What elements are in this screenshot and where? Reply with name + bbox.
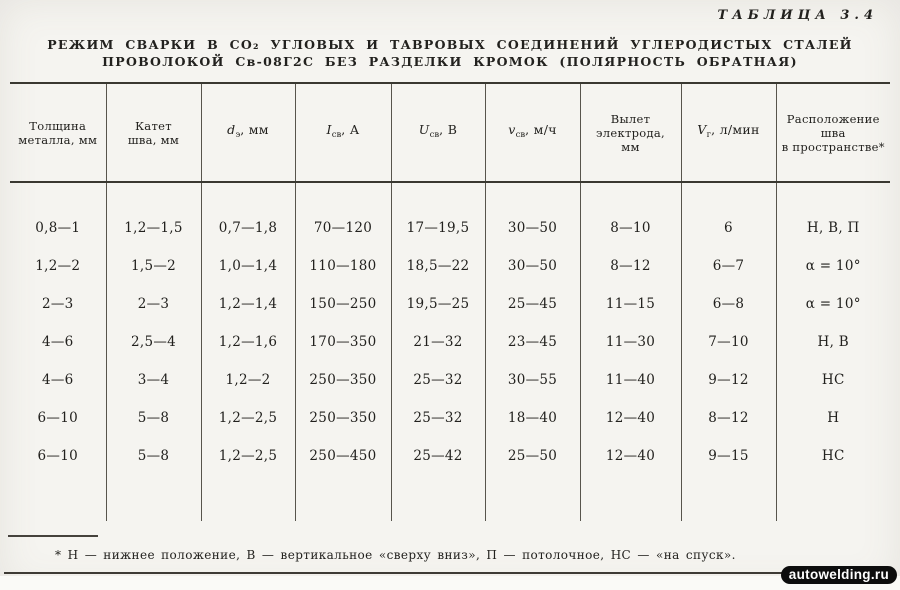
header-symbol bbox=[697, 122, 760, 140]
header-line: Толщина bbox=[29, 118, 87, 133]
table-cell: 1,2—1,4 bbox=[201, 285, 295, 323]
footnote-rule bbox=[8, 535, 98, 537]
header-symbol bbox=[418, 122, 458, 140]
table-cell: 12—40 bbox=[580, 399, 681, 437]
table-cell: 25—45 bbox=[485, 285, 580, 323]
symbol-unit: , А bbox=[341, 122, 360, 137]
header-row bbox=[10, 83, 890, 182]
header-electrode-diameter bbox=[201, 83, 295, 182]
table-cell: 6—10 bbox=[37, 410, 78, 426]
header-symbol bbox=[326, 122, 360, 140]
table-cell: 11—30 bbox=[580, 323, 681, 361]
table-cell: 23—45 bbox=[485, 323, 580, 361]
table-cell: 4—6 bbox=[41, 372, 74, 388]
symbol-sub: св bbox=[331, 130, 342, 140]
table-cell: 2—3 bbox=[106, 285, 201, 323]
table-cell: 5—8 bbox=[106, 437, 201, 475]
table-cell: 250—450 bbox=[295, 437, 391, 475]
table-cell: 2,5—4 bbox=[106, 323, 201, 361]
header-weld-leg bbox=[106, 83, 201, 182]
table-cell: 1,2—2,5 bbox=[201, 437, 295, 475]
header-metal-thickness bbox=[10, 83, 106, 182]
table-cell: 11—15 bbox=[580, 285, 681, 323]
table-cell: 3—4 bbox=[106, 361, 201, 399]
symbol-var: U bbox=[418, 122, 430, 137]
table-row bbox=[10, 209, 890, 247]
table-cell: 2—3 bbox=[41, 296, 74, 312]
header-line: электрода, bbox=[596, 125, 665, 140]
table-cell: 18—40 bbox=[485, 399, 580, 437]
table-cell: 11—40 bbox=[580, 361, 681, 399]
page-bottom-rule bbox=[4, 572, 892, 574]
header-line: шва, мм bbox=[127, 132, 180, 147]
symbol-sub: св bbox=[429, 130, 440, 140]
footnote-text: * Н — нижнее положение, В — вертикальное «сверху вниз», П — потолочное, НС — «на спуск». bbox=[55, 548, 736, 562]
header-symbol bbox=[508, 122, 557, 140]
symbol-var: I bbox=[326, 122, 332, 137]
table-cell: 25—50 bbox=[485, 437, 580, 475]
watermark-badge: autowelding.ru bbox=[781, 566, 897, 584]
table-cell: 250—350 bbox=[295, 399, 391, 437]
table-row bbox=[10, 437, 890, 475]
table-cell: 150—250 bbox=[295, 285, 391, 323]
table-cell: 4—6 bbox=[41, 334, 74, 350]
table-cell: НС bbox=[776, 437, 890, 475]
table-cell: 110—180 bbox=[295, 247, 391, 285]
table-cell: 30—55 bbox=[485, 361, 580, 399]
table-cell: 21—32 bbox=[391, 323, 485, 361]
table-row bbox=[10, 361, 890, 399]
header-line: Вылет bbox=[610, 111, 651, 126]
header-line: Катет bbox=[135, 118, 172, 133]
symbol-var: v bbox=[508, 122, 516, 137]
table-cell: 25—32 bbox=[391, 399, 485, 437]
table-cell: 6—10 bbox=[37, 448, 78, 464]
symbol-unit: , л/мин bbox=[711, 122, 760, 137]
table-header bbox=[10, 83, 890, 182]
symbol-var: d bbox=[227, 122, 236, 137]
table-cell: α = 10° bbox=[776, 247, 890, 285]
table-cell: 25—32 bbox=[391, 361, 485, 399]
table-spacer-row bbox=[10, 182, 890, 209]
table-cell: 19,5—25 bbox=[391, 285, 485, 323]
table-cell: 8—12 bbox=[580, 247, 681, 285]
table-cell: 1,2—2 bbox=[35, 258, 81, 274]
table-cell: 6—7 bbox=[681, 247, 776, 285]
table-spacer-row bbox=[10, 475, 890, 521]
symbol-unit: , м/ч bbox=[525, 122, 557, 137]
table-cell: Н, В, П bbox=[776, 209, 890, 247]
header-line: металла, мм bbox=[18, 132, 98, 147]
welding-modes-table bbox=[10, 82, 890, 521]
table-cell: 9—12 bbox=[681, 361, 776, 399]
table-cell: 30—50 bbox=[485, 209, 580, 247]
header-electrode-extension bbox=[580, 83, 681, 182]
table-cell: Н, В bbox=[776, 323, 890, 361]
symbol-unit: , В bbox=[439, 122, 458, 137]
header-line: мм bbox=[621, 139, 640, 154]
symbol-sub: св bbox=[515, 130, 526, 140]
header-welding-speed bbox=[485, 83, 580, 182]
table-cell: 8—10 bbox=[580, 209, 681, 247]
symbol-sub: г bbox=[706, 130, 712, 140]
table-cell: 1,2—2,5 bbox=[201, 399, 295, 437]
table-cell: 1,5—2 bbox=[106, 247, 201, 285]
table-row bbox=[10, 323, 890, 361]
table-cell: 17—19,5 bbox=[391, 209, 485, 247]
header-line: в пространстве* bbox=[781, 139, 885, 154]
title-line-2: ПРОВОЛОКОЙ Св-08Г2С БЕЗ РАЗДЕЛКИ КРОМОК (ПОЛЯРНОСТЬ ОБРАТНАЯ) bbox=[102, 54, 798, 69]
table-cell: 1,2—1,5 bbox=[106, 209, 201, 247]
header-gas-flow bbox=[681, 83, 776, 182]
table-cell: 5—8 bbox=[106, 399, 201, 437]
symbol-unit: , мм bbox=[240, 122, 269, 137]
header-arc-voltage bbox=[391, 83, 485, 182]
table-number-label: ТАБЛИЦА 3.4 bbox=[717, 8, 878, 23]
table-cell: 12—40 bbox=[580, 437, 681, 475]
document-title bbox=[0, 36, 900, 70]
table-cell: 1,0—1,4 bbox=[201, 247, 295, 285]
table-cell: 25—42 bbox=[391, 437, 485, 475]
header-welding-current bbox=[295, 83, 391, 182]
table-cell: 1,2—1,6 bbox=[201, 323, 295, 361]
symbol-var: V bbox=[697, 122, 707, 137]
table-row bbox=[10, 247, 890, 285]
table-cell: 0,8—1 bbox=[35, 220, 81, 236]
table-cell: 7—10 bbox=[681, 323, 776, 361]
table-cell: 1,2—2 bbox=[201, 361, 295, 399]
header-symbol bbox=[227, 122, 269, 140]
table-cell: 6—8 bbox=[681, 285, 776, 323]
table-cell: 70—120 bbox=[295, 209, 391, 247]
header-weld-position bbox=[776, 83, 890, 182]
header-line: шва bbox=[820, 125, 846, 140]
header-line: Расположение bbox=[786, 111, 880, 126]
table-row bbox=[10, 399, 890, 437]
symbol-sub: э bbox=[235, 130, 241, 140]
table-cell: 0,7—1,8 bbox=[201, 209, 295, 247]
table-cell: 9—15 bbox=[681, 437, 776, 475]
table-cell: 170—350 bbox=[295, 323, 391, 361]
table-cell: Н bbox=[776, 399, 890, 437]
table-row bbox=[10, 285, 890, 323]
table-cell: 30—50 bbox=[485, 247, 580, 285]
page-bottom-margin bbox=[0, 576, 900, 590]
title-line-1: РЕЖИМ СВАРКИ В СО₂ УГЛОВЫХ И ТАВРОВЫХ СОЕДИНЕНИЙ УГЛЕРОДИСТЫХ СТАЛЕЙ bbox=[47, 37, 853, 52]
table-cell: 8—12 bbox=[681, 399, 776, 437]
table-body bbox=[10, 182, 890, 521]
table-cell: НС bbox=[776, 361, 890, 399]
table-cell: 250—350 bbox=[295, 361, 391, 399]
table-cell: 6 bbox=[681, 209, 776, 247]
table-cell: 18,5—22 bbox=[391, 247, 485, 285]
table-cell: α = 10° bbox=[776, 285, 890, 323]
